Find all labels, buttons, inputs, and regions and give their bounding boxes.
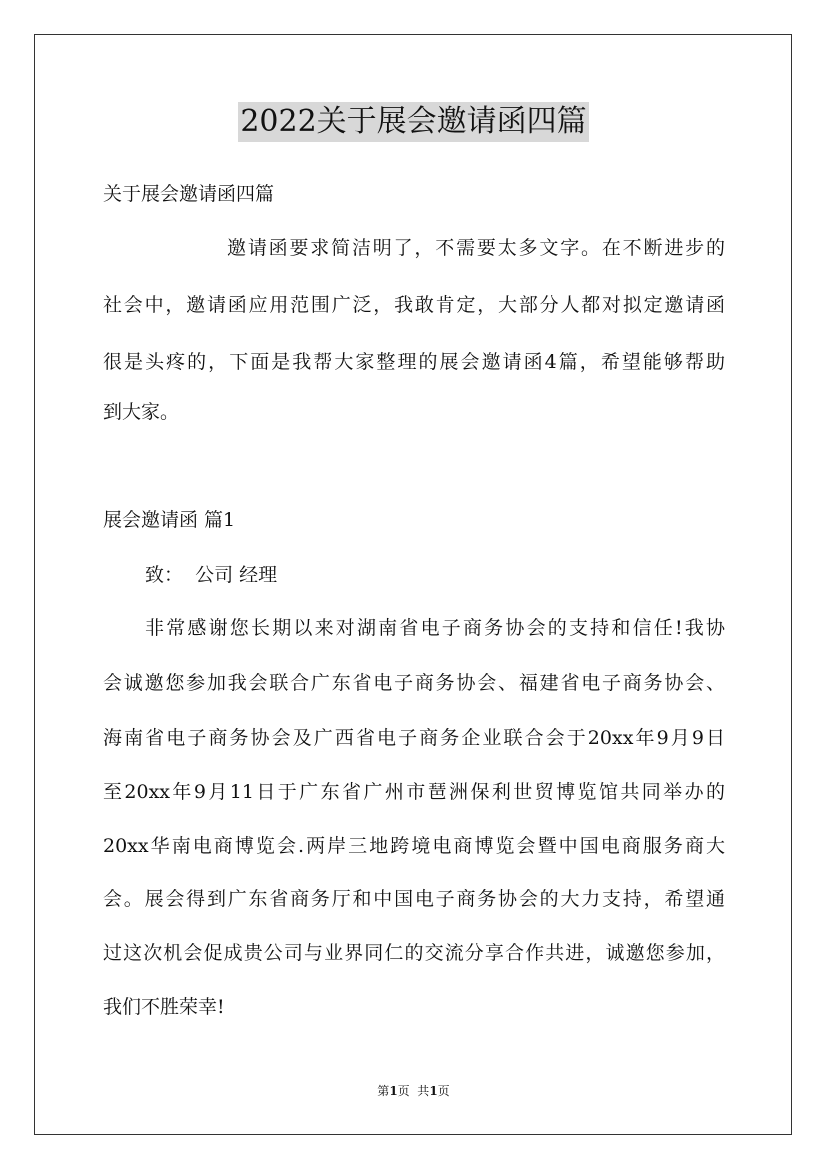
document-title: 2022关于展会邀请函四篇 bbox=[238, 102, 588, 142]
footer-page-mid: 页 共 bbox=[397, 1084, 430, 1098]
page-footer bbox=[0, 1083, 827, 1099]
intro-line-1: 邀请函要求简洁明了，不需要太多文字。在不断进步的 bbox=[227, 237, 725, 259]
body-line-3: 海南省电子商务协会及广西省电子商务企业联合会于20xx年9月9日 bbox=[103, 727, 725, 749]
title-container bbox=[0, 102, 827, 142]
document-subtitle: 关于展会邀请函四篇 bbox=[103, 183, 275, 205]
body-line-1: 非常感谢您长期以来对湖南省电子商务协会的支持和信任!我协 bbox=[145, 617, 725, 639]
section-heading: 展会邀请函 篇1 bbox=[103, 509, 236, 531]
footer-page-prefix: 第 bbox=[377, 1084, 390, 1098]
intro-line-4: 到大家。 bbox=[103, 401, 180, 423]
footer-page-suffix: 页 bbox=[437, 1084, 450, 1098]
body-line-2: 会诚邀您参加我会联合广东省电子商务协会、福建省电子商务协会、 bbox=[103, 672, 725, 694]
intro-line-2: 社会中，邀请函应用范围广泛，我敢肯定，大部分人都对拟定邀请函 bbox=[103, 294, 725, 316]
footer-page-number: 1 bbox=[389, 1084, 398, 1098]
body-line-6: 会。展会得到广东省商务厅和中国电子商务协会的大力支持，希望通 bbox=[103, 888, 725, 910]
body-line-8: 我们不胜荣幸! bbox=[103, 996, 225, 1018]
footer-page-total: 1 bbox=[429, 1084, 438, 1098]
body-line-4: 至20xx年9月11日于广东省广州市琶洲保利世贸博览馆共同举办的 bbox=[103, 781, 725, 803]
body-line-7: 过这次机会促成贵公司与业界同仁的交流分享合作共进，诚邀您参加， bbox=[103, 942, 725, 964]
intro-line-3: 很是头疼的，下面是我帮大家整理的展会邀请函4篇，希望能够帮助 bbox=[103, 351, 725, 373]
body-line-5: 20xx华南电商博览会.两岸三地跨境电商博览会暨中国电商服务商大 bbox=[103, 835, 725, 857]
salutation: 致： 公司 经理 bbox=[145, 564, 278, 586]
